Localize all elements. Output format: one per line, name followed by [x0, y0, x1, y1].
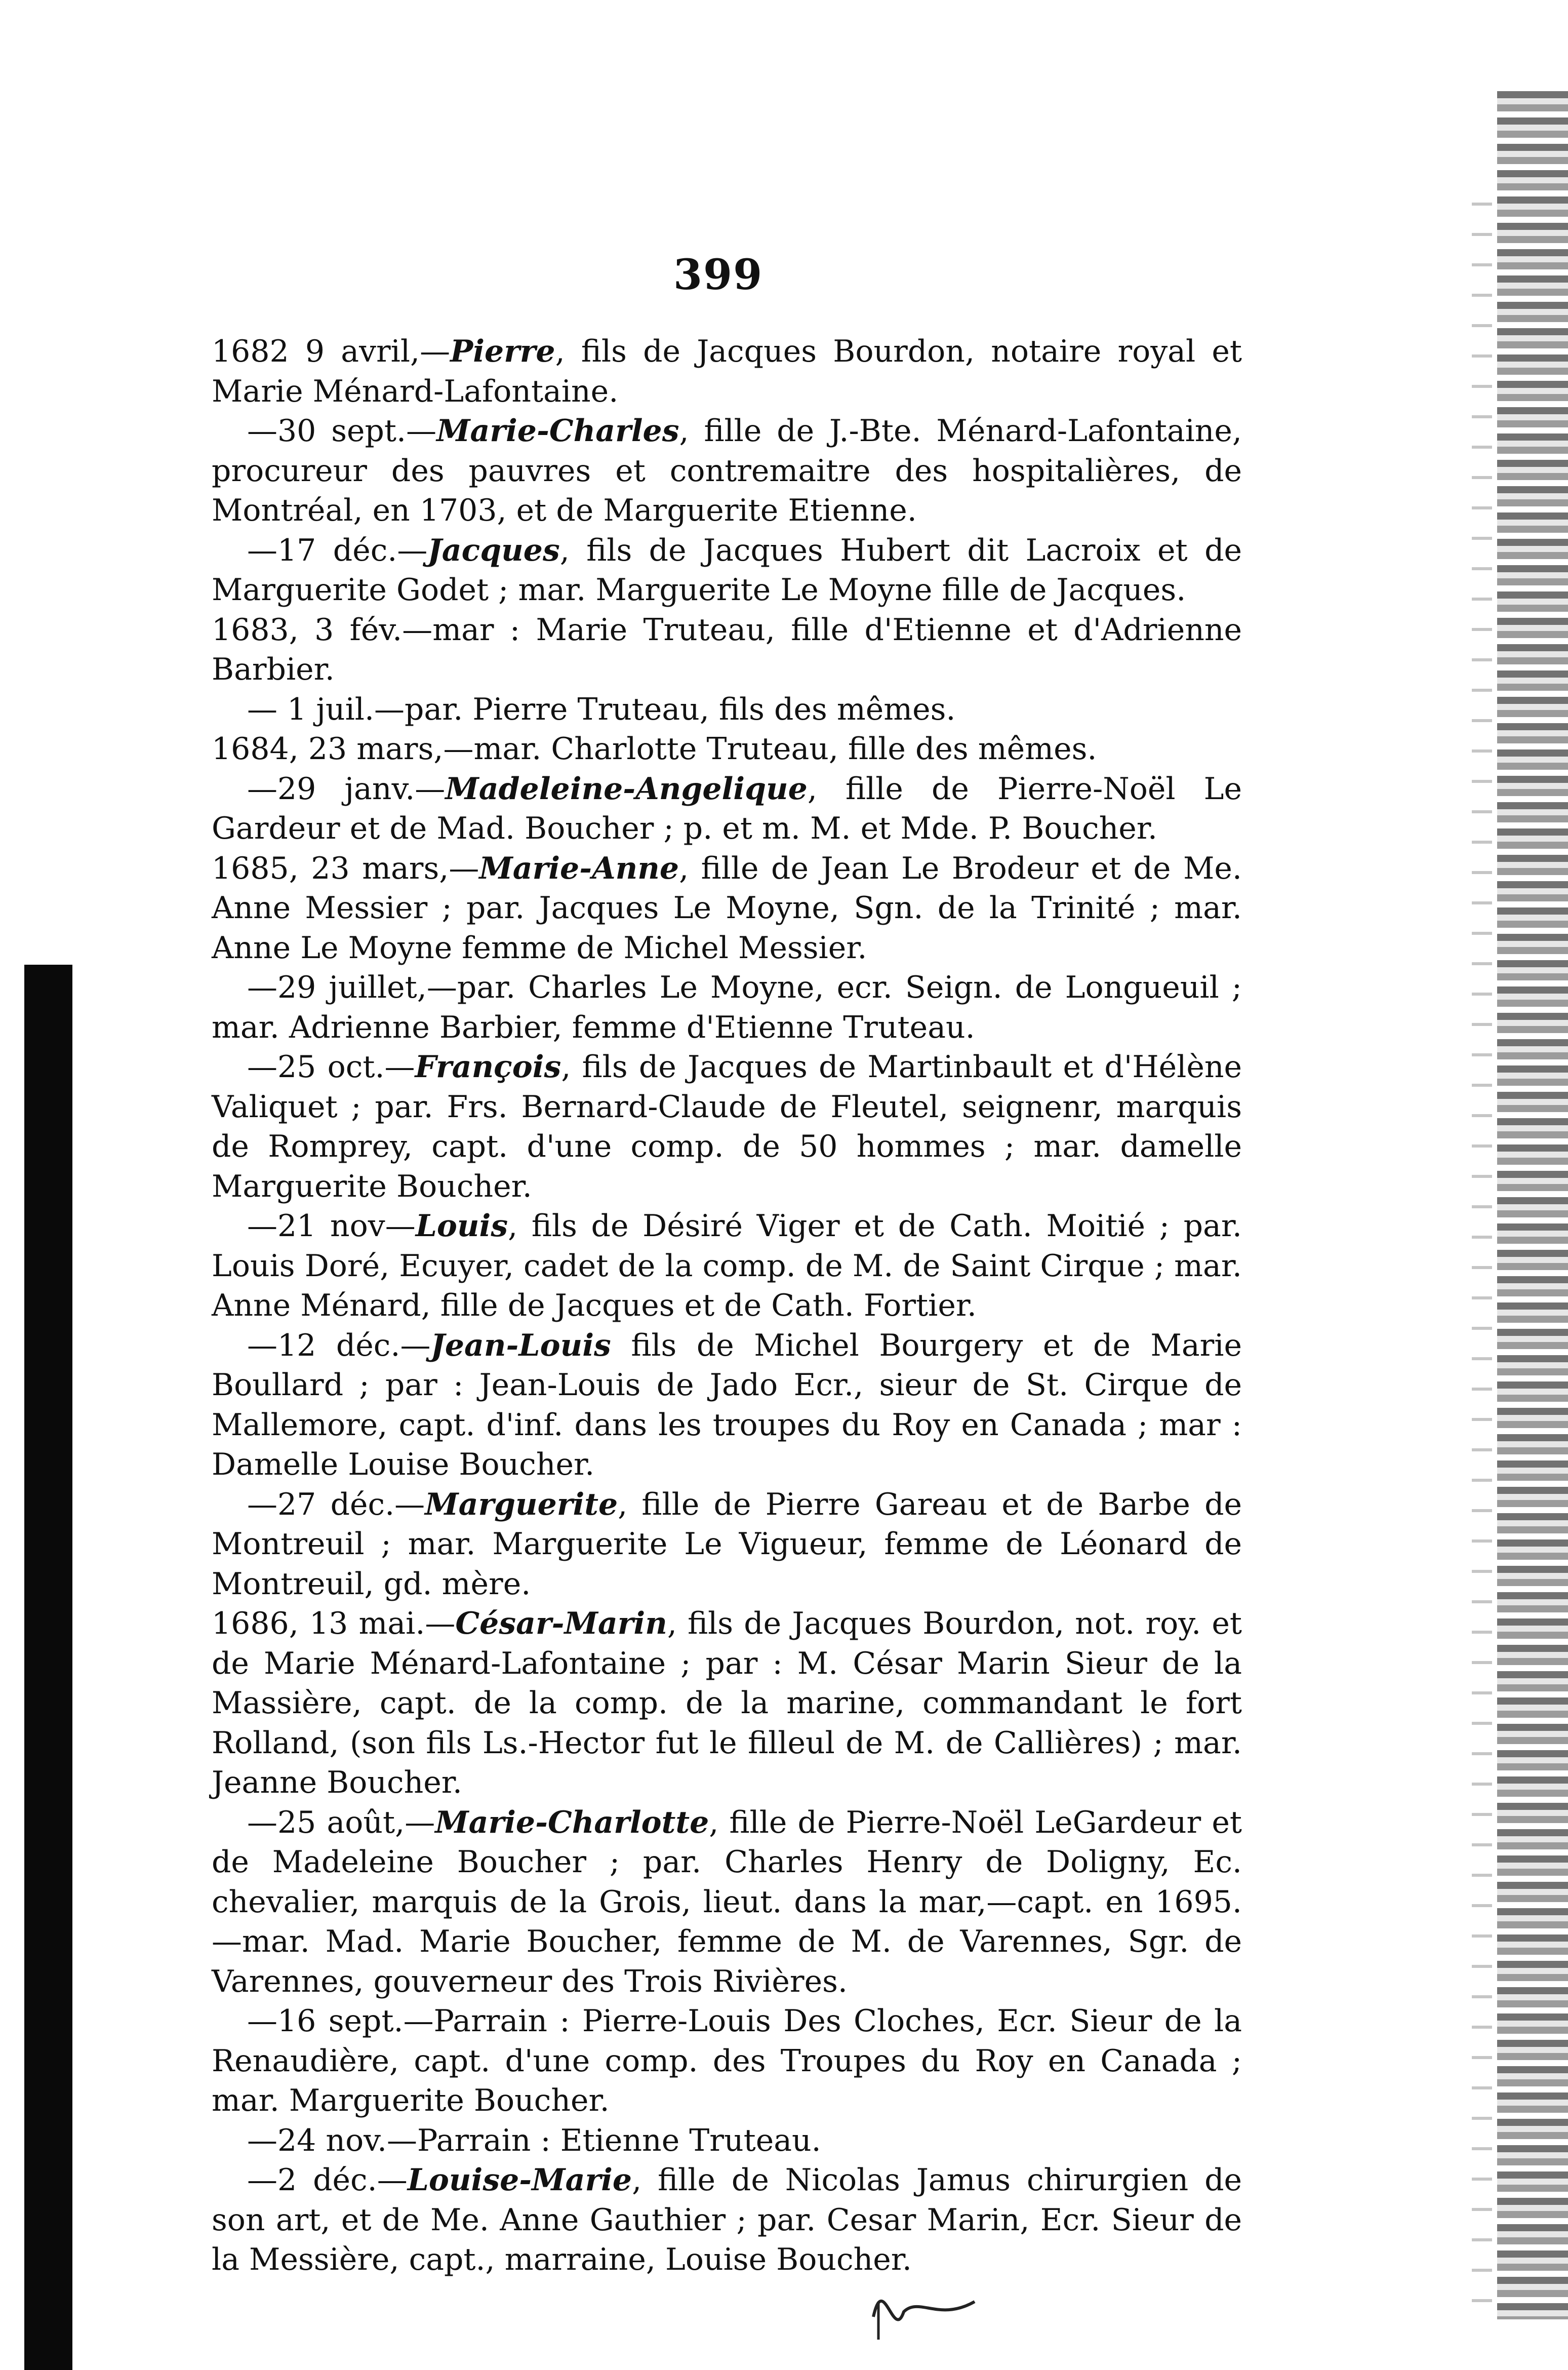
scan-binding-shadow — [24, 965, 72, 2370]
entry-madeleine-angelique: —29 janv.—Madeleine-Angelique, fille de Pierre-Noël Le Gardeur et de Mad. Boucher ; p. et m. M. et Mde. P. Boucher. — [212, 771, 1242, 846]
scan-page-edge-inner — [1472, 203, 1492, 2329]
scan-page-edge — [1497, 91, 1568, 2319]
entry-16-sept: —16 sept.—Parrain : Pierre-Louis Des Cloches, Ecr. Sieur de la Renaudière, capt. d'une comp. des Troupes du Roy en Canada ; mar. Marguerite Boucher. — [212, 2003, 1242, 2118]
entry-1682-pierre: 1682 9 avril,—Pierre, fils de Jacques Bourdon, notaire royal et Marie Ménard-Lafontaine. — [212, 334, 1242, 409]
entry-1683-marie-truteau: 1683, 3 fév.—mar : Marie Truteau, fille d'Etienne et d'Adrienne Barbier. — [212, 612, 1242, 687]
entry-1684-charlotte: 1684, 23 mars,—mar. Charlotte Truteau, fille des mêmes. — [212, 731, 1097, 767]
entry-francois: —25 oct.—François, fils de Jacques de Martinbault et d'Hélène Valiquet ; par. Frs. Bernard-Claude de Fleutel, seignenr, marquis de Romprey, capt. d'une comp. de 50 hommes ; mar. damelle Marguerite Boucher. — [212, 1049, 1242, 1204]
entry-jean-louis: —12 déc.—Jean-Louis fils de Michel Bourgery et de Marie Boullard ; par : Jean-Louis de Jado Ecr., sieur de St. Cirque de Mallemore, capt. d'inf. dans les troupes du Roy en Canada ; mar : Damelle Louise Boucher. — [212, 1327, 1242, 1482]
entry-marie-charles: —30 sept.—Marie-Charles, fille de J.-Bte. Ménard-Lafontaine, procureur des pauvres et contremaitre des hospitalières, de Montréal, en 1703, et de Marguerite Etienne. — [212, 413, 1242, 528]
page-number: 399 — [673, 251, 763, 299]
entry-1686-cesar-marin: 1686, 13 mai.—César-Marin, fils de Jacques Bourdon, not. roy. et de Marie Ménard-Lafontaine ; par : M. César Marin Sieur de la Massière, capt. de la comp. de la marine, commandant le fort Rolland, (son fils Ls.-Hector fut le filleul de M. de Callières) ; mar. Jeanne Boucher. — [212, 1606, 1242, 1800]
entry-1685-marie-anne: 1685, 23 mars,—Marie-Anne, fille de Jean Le Brodeur et de Me. Anne Messier ; par. Jacques Le Moyne, Sgn. de la Trinité ; mar. Anne Le Moyne femme de Michel Messier. — [212, 850, 1242, 966]
entry-marguerite: —27 déc.—Marguerite, fille de Pierre Gareau et de Barbe de Montreuil ; mar. Marguerite Le Vigueur, femme de Léonard de Montreuil, gd. mère. — [212, 1486, 1242, 1602]
entry-marie-charlotte: —25 août,—Marie-Charlotte, fille de Pierre-Noël LeGardeur et de Madeleine Boucher ; par. Charles Henry de Doligny, Ec. chevalier, marquis de la Grois, lieut. dans la mar,—capt. en 1695.—mar. Mad. Marie Boucher, femme de M. de Varennes, Sgr. de Varennes, gouverneur des Trois Rivières. — [212, 1804, 1242, 1999]
entry-louis: —21 nov—Louis, fils de Désiré Viger et de Cath. Moitié ; par. Louis Doré, Ecuyer, cadet de la comp. de M. de Saint Cirque ; mar. Anne Ménard, fille de Jacques et de Cath. Fortier. — [212, 1208, 1242, 1323]
entry-louise-marie: —2 déc.—Louise-Marie, fille de Nicolas Jamus chirurgien de son art, et de Me. Anne Gauthier ; par. Cesar Marin, Ecr. Sieur de la Messière, capt., marraine, Louise Boucher. — [212, 2162, 1242, 2277]
entry-24-nov: —24 nov.—Parrain : Etienne Truteau. — [247, 2122, 821, 2158]
register-entries — [212, 332, 1242, 2280]
entry-juil-pierre-truteau: — 1 juil.—par. Pierre Truteau, fils des mêmes. — [247, 691, 956, 727]
entry-jacques: —17 déc.—Jacques, fils de Jacques Hubert dit Lacroix et de Marguerite Godet ; mar. Marguerite Le Moyne fille de Jacques. — [212, 532, 1242, 608]
pen-stroke-mark — [863, 2241, 995, 2342]
entry-29-juillet: —29 juillet,—par. Charles Le Moyne, ecr. Seign. de Longueuil ; mar. Adrienne Barbier, femme d'Etienne Truteau. — [212, 970, 1242, 1045]
